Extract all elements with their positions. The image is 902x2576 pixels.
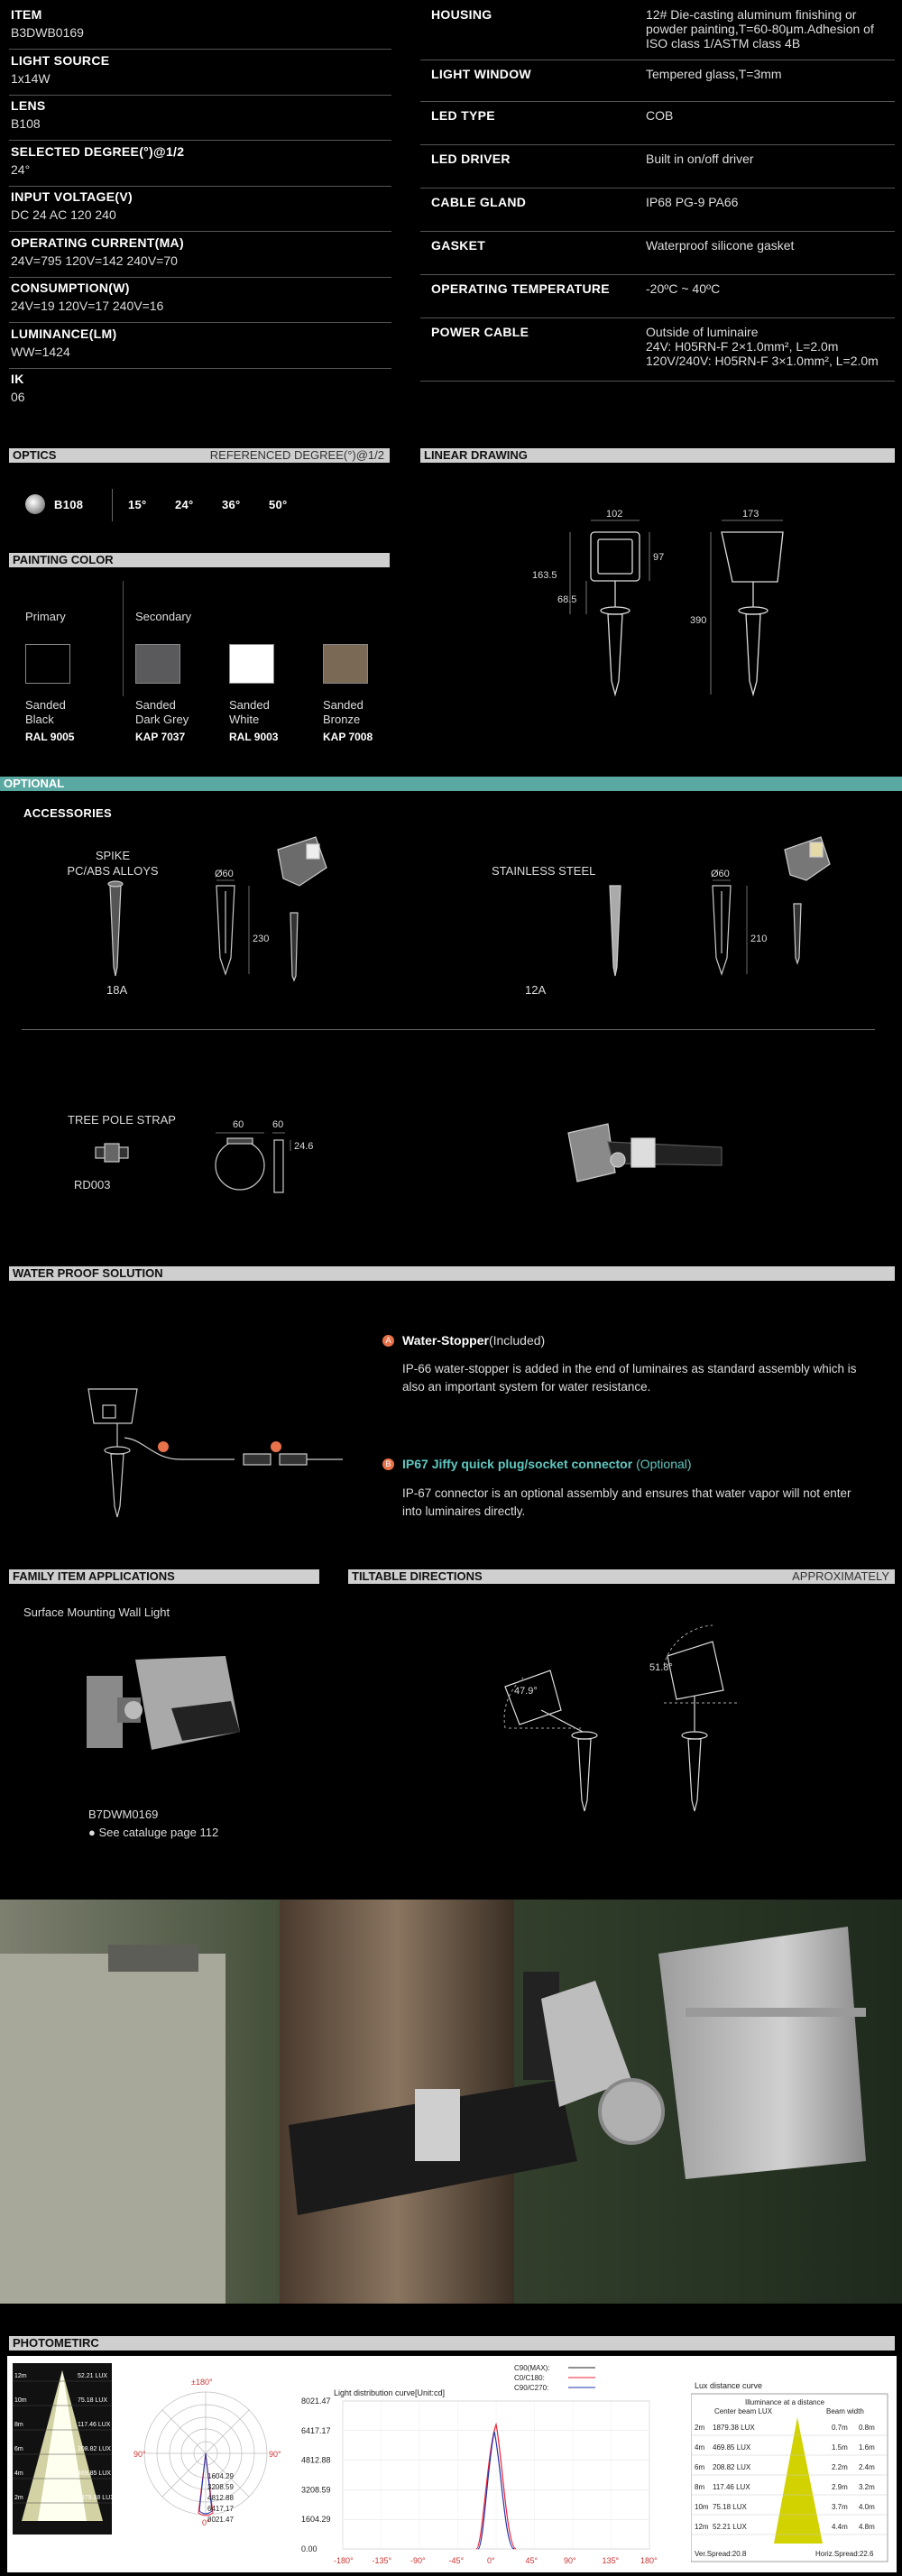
spec-label: GASKET: [431, 238, 486, 253]
curve-xtick: 90°: [564, 2556, 576, 2565]
spec-label: OPERATING CURRENT(MA): [11, 235, 184, 250]
dim-total-front: 163.5: [532, 570, 557, 581]
optics-title: OPTICS: [13, 448, 57, 462]
photometric-title: PHOTOMETIRC: [13, 2336, 99, 2350]
spec-value: 24V=19 120V=17 240V=16: [11, 299, 164, 313]
lux-col-width: Beam width: [826, 2407, 864, 2415]
spec-label: INPUT VOLTAGE(V): [11, 189, 133, 204]
curve-xtick: 0°: [487, 2556, 495, 2565]
tilt-subtitle: APPROXIMATELY: [792, 1569, 889, 1583]
lens-icon: [25, 494, 45, 514]
tilt-title: TILTABLE DIRECTIONS: [352, 1569, 483, 1583]
connector-heading: [402, 1457, 692, 1471]
spec-label: POWER CABLE: [431, 325, 529, 339]
spec-label: CABLE GLAND: [431, 195, 527, 209]
spec-divider: [9, 95, 391, 96]
connector-text: IP-67 connector is an optional assembly and ensures that water vapor will not enter into luminaires directly.: [402, 1486, 851, 1518]
color-name: Sanded Black: [25, 698, 66, 726]
spec-value: B3DWB0169: [11, 25, 84, 40]
color-code: KAP 7037: [135, 731, 186, 743]
spec-value: Tempered glass,T=3mm: [646, 67, 782, 81]
beam-dist: 4m: [14, 2470, 23, 2477]
painting-color-bar: [9, 553, 390, 567]
spec-divider: [420, 231, 895, 232]
lux-value: 469.85 LUX: [713, 2443, 751, 2452]
painting-divider: [123, 581, 124, 696]
spec-divider: [420, 274, 895, 275]
lux-value: 52.21 LUX: [713, 2523, 747, 2531]
spec-value: Waterproof silicone gasket: [646, 238, 795, 253]
lux-distance: 10m: [695, 2503, 709, 2511]
family-title: FAMILY ITEM APPLICATIONS: [13, 1569, 175, 1583]
lux-value: 1879.38 LUX: [713, 2424, 755, 2432]
spec-value: IP68 PG-9 PA66: [646, 195, 739, 209]
dim-side-width: 173: [742, 510, 759, 520]
curve-title: Light distribution curve[Unit:cd]: [334, 2388, 446, 2397]
spec-divider: [420, 317, 895, 318]
lux-title: Lux distance curve: [695, 2381, 763, 2390]
polar-value: 4812.88: [207, 2494, 234, 2502]
spec-divider: [420, 144, 895, 145]
dim-total-side: 390: [690, 615, 707, 626]
lux-value: 75.18 LUX: [713, 2503, 747, 2511]
tilt-angle-1: 47.9°: [514, 1686, 538, 1697]
hor-spread: Horiz.Spread:22.6: [815, 2550, 874, 2558]
spec-value: 06: [11, 390, 25, 404]
spec-label: HOUSING: [431, 7, 492, 22]
color-code: RAL 9005: [25, 731, 75, 743]
curve-ytick: 1604.29: [301, 2515, 331, 2525]
spec-divider: [420, 188, 895, 189]
color-name: Sanded White: [229, 698, 270, 726]
lux-width-2: 0.8m: [859, 2424, 875, 2432]
lux-header: Illuminance at a distance: [745, 2398, 825, 2406]
spec-value: DC 24 AC 120 240: [11, 207, 116, 222]
steel-height: 210: [750, 934, 768, 944]
accessories-divider: [22, 1029, 875, 1030]
color-code: RAL 9003: [229, 731, 279, 743]
beam-lux: 75.18 LUX: [78, 2397, 108, 2404]
spec-value: 24°: [11, 161, 31, 177]
spec-divider: [9, 231, 391, 232]
legend-entry: C90/C270:: [514, 2384, 549, 2392]
optional-bar: [0, 777, 902, 791]
polar-chart: [133, 2363, 296, 2544]
beam-dist: 8m: [14, 2422, 23, 2428]
tilt-drawing: [487, 1624, 758, 1849]
spec-divider: [420, 101, 895, 102]
curve-ytick: 6417.17: [301, 2425, 331, 2435]
curve-ytick: 3208.59: [301, 2485, 331, 2495]
lux-width-2: 4.8m: [859, 2523, 875, 2531]
curve-ytick: 0.00: [301, 2544, 318, 2553]
beam-cone-chart: [13, 2363, 121, 2544]
beam-lux: 469.85 LUX: [78, 2470, 111, 2477]
spec-divider: [9, 322, 391, 323]
beam-lux: 208.82 LUX: [78, 2446, 111, 2452]
spike-code: 18A: [106, 983, 128, 997]
strap-label: TREE POLE STRAP: [68, 1113, 176, 1127]
legend-entry: C0/C180:: [514, 2374, 545, 2382]
lux-value: 208.82 LUX: [713, 2463, 751, 2471]
polar-bottom: 0°: [202, 2518, 210, 2527]
connector-sub: (Optional): [632, 1457, 692, 1471]
optics-divider: [112, 489, 113, 521]
painting-color-title: PAINTING COLOR: [13, 553, 114, 566]
family-bar: [9, 1569, 319, 1584]
lux-value: 117.46 LUX: [713, 2483, 750, 2491]
color-name: Sanded Dark Grey: [135, 698, 189, 726]
spec-label: ITEM: [11, 7, 42, 22]
tilt-angle-2: 51.8°: [649, 1662, 673, 1673]
spec-label: LED DRIVER: [431, 152, 511, 166]
strap-drawing: [72, 1106, 794, 1205]
lux-width-1: 3.7m: [832, 2503, 848, 2511]
polar-right: 90°: [269, 2450, 281, 2459]
spec-divider: [9, 186, 391, 187]
color-swatch: [323, 644, 368, 684]
curve-xtick: -180°: [334, 2556, 354, 2565]
strap-width-2: 60: [272, 1119, 284, 1130]
family-item: Surface Mounting Wall Light: [23, 1605, 170, 1619]
color-code: KAP 7008: [323, 731, 373, 743]
spec-label: LED TYPE: [431, 108, 495, 123]
curve-xtick: 135°: [602, 2556, 620, 2565]
lux-width-1: 4.4m: [832, 2523, 848, 2531]
curve-ytick: 4812.88: [301, 2455, 331, 2465]
waterproof-title: WATER PROOF SOLUTION: [13, 1266, 163, 1280]
optics-degree: 50°: [269, 498, 288, 511]
family-note: ● See cataluge page 112: [88, 1826, 219, 1839]
spike-label: SPIKE PC/ABS ALLOYS: [67, 849, 159, 878]
waterproof-bar: [9, 1266, 895, 1281]
optics-degree: 15°: [128, 498, 147, 511]
polar-value: 3208.59: [207, 2483, 234, 2491]
beam-dist: 2m: [14, 2495, 23, 2501]
lux-width-1: 2.9m: [832, 2483, 848, 2491]
beam-label: B2DWB0169 (1x14W-B108-24°): [32, 2536, 93, 2553]
strap-code: RD003: [74, 1178, 111, 1191]
lux-width-2: 1.6m: [859, 2443, 875, 2452]
polar-left: 90°: [133, 2450, 146, 2459]
optics-degree: 36°: [222, 498, 241, 511]
strap-width-1: 60: [233, 1119, 244, 1130]
legend-entry: C90(MAX):: [514, 2364, 550, 2372]
spec-label: LIGHT SOURCE: [11, 52, 110, 68]
lux-distance: 12m: [695, 2523, 709, 2531]
water-stopper-sub: (Included): [488, 1333, 546, 1348]
lux-width-1: 1.5m: [832, 2443, 848, 2452]
lux-width-2: 2.4m: [859, 2463, 875, 2471]
spec-label: IK: [11, 372, 24, 386]
family-code: B7DWM0169: [88, 1808, 159, 1821]
color-swatch: [135, 644, 180, 684]
beam-dist: 6m: [14, 2446, 23, 2452]
dim-front-width: 102: [606, 510, 623, 520]
waterproof-drawing: [72, 1371, 343, 1533]
spike-dia: Ø60: [215, 869, 234, 879]
primary-label: Primary: [25, 610, 66, 623]
secondary-label: Secondary: [135, 610, 192, 623]
lux-width-2: 4.0m: [859, 2503, 875, 2511]
steel-label: STAINLESS STEEL: [492, 864, 596, 878]
spike-height: 230: [253, 934, 270, 944]
polar-value: 6417.17: [207, 2505, 234, 2513]
spec-value: B108: [11, 116, 41, 131]
optics-degree: 24°: [175, 498, 194, 511]
steel-dia: Ø60: [711, 869, 730, 879]
polar-value: 8021.47: [207, 2516, 234, 2524]
lux-col-center: Center beam LUX: [714, 2407, 773, 2415]
dim-stem: 68.5: [557, 594, 577, 605]
marker-b-icon: B: [382, 1458, 394, 1470]
spec-value: WW=1424: [11, 344, 70, 359]
optics-subtitle: REFERENCED DEGREE(°)@1/2: [209, 448, 384, 462]
spec-value: 12# Die-casting aluminum finishing or powder painting,T=60-80μm.Adhesion of ISO class 1/ASTM class 4B: [646, 7, 874, 51]
curve-xtick: 45°: [525, 2556, 538, 2565]
beam-lux: 52.21 LUX: [78, 2373, 108, 2379]
linear-drawing-bar: [420, 448, 895, 463]
spec-divider: [420, 381, 895, 382]
lens-code: B108: [54, 498, 84, 511]
accessories-drawing: [90, 832, 884, 985]
lux-distance: 8m: [695, 2483, 705, 2491]
linear-drawing: [505, 510, 794, 708]
water-stopper-heading: [402, 1333, 545, 1348]
spec-divider: [9, 368, 391, 369]
curve-xtick: -90°: [410, 2556, 426, 2565]
beam-lux: 117.46 LUX: [78, 2422, 111, 2428]
water-stopper-text: IP-66 water-stopper is added in the end of luminaires as standard assembly which is also an important system for water resistance.: [402, 1362, 857, 1394]
tree-strap-photo: [0, 1900, 902, 2304]
dim-head-height: 97: [653, 552, 665, 563]
steel-code: 12A: [525, 983, 547, 997]
optics-bar: [9, 448, 390, 463]
lux-distance: 6m: [695, 2463, 705, 2471]
polar-value: 1604.29: [207, 2472, 234, 2480]
marker-a-icon: A: [382, 1335, 394, 1347]
spec-divider: [9, 49, 391, 50]
color-swatch: [229, 644, 274, 684]
spec-label: LUMINANCE(LM): [11, 326, 117, 341]
color-swatch: [25, 644, 70, 684]
color-name: Sanded Bronze: [323, 698, 364, 726]
curve-xtick: -135°: [372, 2556, 392, 2565]
distribution-curve-chart: [298, 2360, 658, 2572]
linear-drawing-title: LINEAR DRAWING: [424, 448, 528, 462]
curve-ytick: 8021.47: [301, 2397, 331, 2406]
spec-divider: [9, 140, 391, 141]
lux-distance: 2m: [695, 2424, 705, 2432]
spec-value: -20ºC ~ 40ºC: [646, 281, 721, 296]
connector-title: IP67 Jiffy quick plug/socket connector: [402, 1457, 633, 1471]
spec-value: COB: [646, 108, 674, 123]
accessories-title: ACCESSORIES: [23, 806, 112, 820]
beam-dist: 12m: [14, 2373, 27, 2379]
lux-distance: 4m: [695, 2443, 705, 2452]
spec-label: CONSUMPTION(W): [11, 281, 130, 295]
lux-width-1: 2.2m: [832, 2463, 848, 2471]
optional-title: OPTIONAL: [4, 777, 65, 790]
spec-value: Built in on/off driver: [646, 152, 754, 166]
wall-light-image: [81, 1651, 253, 1777]
spec-value: Outside of luminaire 24V: H05RN-F 2×1.0mm², L=2.0m 120V/240V: H05RN-F 3×1.0mm², L=2.0m: [646, 325, 879, 368]
curve-xtick: -45°: [448, 2556, 465, 2565]
curve-xtick: 180°: [640, 2556, 658, 2565]
lux-distance-chart: [691, 2376, 891, 2565]
water-stopper-title: Water-Stopper: [402, 1333, 489, 1348]
strap-thickness: 24.6: [294, 1141, 314, 1152]
lux-width-2: 3.2m: [859, 2483, 875, 2491]
ver-spread: Ver.Spread:20.8: [695, 2550, 747, 2558]
spec-label: SELECTED DEGREE(°)@1/2: [11, 143, 185, 159]
spec-value: 24V=795 120V=142 240V=70: [11, 253, 178, 268]
beam-dist: 10m: [14, 2397, 27, 2404]
polar-top: ±180°: [191, 2378, 213, 2387]
spec-label: OPERATING TEMPERATURE: [431, 281, 610, 296]
spec-label: LENS: [11, 98, 46, 113]
spec-divider: [9, 277, 391, 278]
beam-lux: 1879.38 LUX: [78, 2495, 115, 2501]
photometric-bar: [9, 2336, 895, 2351]
spec-value: 1x14W: [11, 70, 51, 86]
spec-label: LIGHT WINDOW: [431, 67, 531, 81]
lux-width-1: 0.7m: [832, 2424, 848, 2432]
tilt-bar: [348, 1569, 895, 1584]
